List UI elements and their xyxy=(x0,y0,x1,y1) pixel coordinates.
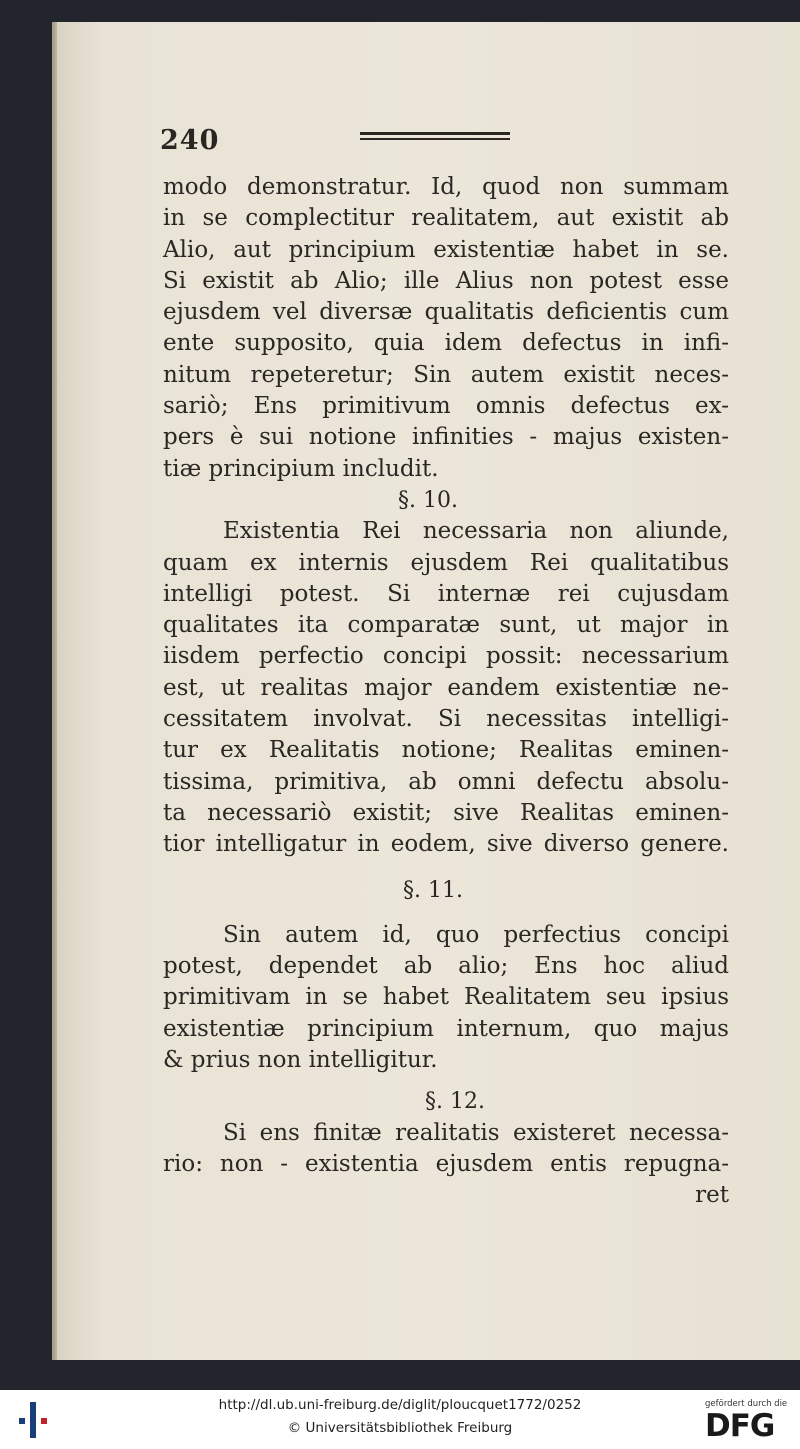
text-line: qualitates ita comparatæ sunt, ut major in xyxy=(163,612,729,639)
dfg-logo: DFG xyxy=(705,1408,775,1444)
text-line: & prius non intelligitur. xyxy=(163,1047,438,1074)
text-line: cessitatem involvat. Si necessitas intelligi- xyxy=(163,706,729,733)
text-line: nitum repeteretur; Sin autem existit neces- xyxy=(163,361,729,388)
copyright-notice: © Universitätsbibliothek Freiburg xyxy=(287,1420,513,1436)
section-heading-10: §. 10. xyxy=(398,487,458,513)
text-line: ejusdem vel diversæ qualitatis deficientis cum xyxy=(163,299,729,326)
text-line: Existentia Rei necessaria non aliunde, xyxy=(223,518,729,545)
permalink-url[interactable]: http://dl.ub.uni-freiburg.de/diglit/ploucquet1772/0252 xyxy=(218,1397,582,1413)
section-heading-12: §. 12. xyxy=(425,1089,485,1115)
text-line: Si ens finitæ realitatis existeret necessa- xyxy=(223,1119,729,1146)
text-line: intelligi potest. Si internæ rei cujusdam xyxy=(163,580,729,607)
text-line: tur ex Realitatis notione; Realitas eminen- xyxy=(163,737,729,764)
text-line: iisdem perfectio concipi possit: necessarium xyxy=(163,643,729,670)
text-line: Sin autem id, quo perfectius concipi xyxy=(223,921,729,948)
page-number: 240 xyxy=(160,125,220,156)
text-line: Alio, aut principium existentiæ habet in se. xyxy=(163,236,729,263)
text-line: in se complectitur realitatem, aut existit ab xyxy=(163,205,729,232)
head-rule-lower xyxy=(360,138,510,140)
text-line: tissima, primitiva, ab omni defectu absolu- xyxy=(163,768,729,795)
text-line: potest, dependet ab alio; Ens hoc aliud xyxy=(163,953,729,980)
text-line: Si existit ab Alio; ille Alius non potest esse xyxy=(163,267,729,294)
text-line: tior intelligatur in eodem, sive diverso genere. xyxy=(163,831,729,858)
text-line: est, ut realitas major eandem existentiæ ne- xyxy=(163,674,729,701)
text-block xyxy=(163,172,729,1212)
funding-note: gefördert durch die xyxy=(705,1399,788,1409)
text-line: pers è sui notione infinities - majus existen- xyxy=(163,424,729,451)
section-heading-11: §. 11. xyxy=(403,877,463,903)
text-line: quam ex internis ejusdem Rei qualitatibus xyxy=(163,549,729,576)
text-line: primitivam in se habet Realitatem seu ipsius xyxy=(163,984,729,1011)
text-line: rio: non - existentia ejusdem entis repugna- xyxy=(163,1150,729,1177)
footer-bar xyxy=(0,1390,800,1449)
running-head xyxy=(160,125,730,155)
text-line: tiæ principium includit. xyxy=(163,455,439,482)
head-rule xyxy=(360,132,510,135)
catchword: ret xyxy=(695,1182,729,1209)
text-line: ente supposito, quia idem defectus in infi- xyxy=(163,330,729,357)
text-line: sariò; Ens primitivum omnis defectus ex- xyxy=(163,393,729,420)
text-line: existentiæ principium internum, quo majus xyxy=(163,1015,729,1042)
text-line: modo demonstratur. Id, quod non summam xyxy=(163,174,729,200)
text-line: ta necessariò existit; sive Realitas eminen- xyxy=(163,799,729,826)
